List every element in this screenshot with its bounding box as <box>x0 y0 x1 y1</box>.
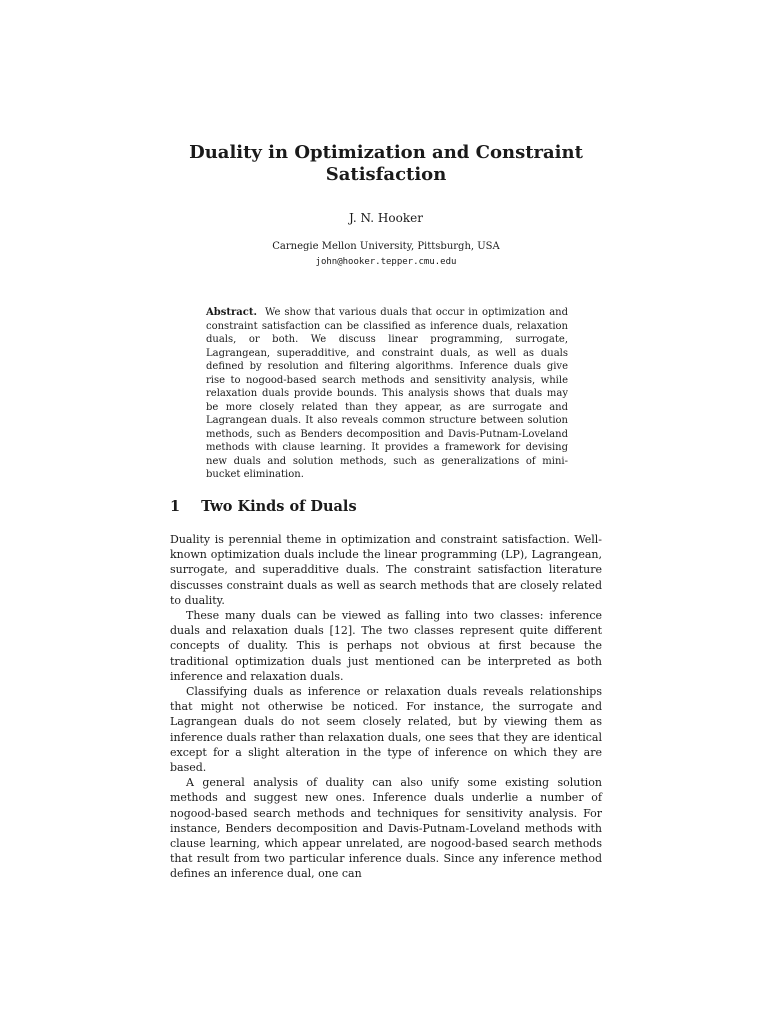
paragraph: Classifying duals as inference or relaxation duals reveals relationships that might not otherwise be noticed. For instance, the surrogate and Lagrangean duals do not seem closely related, but by viewing them as inference duals rather than relaxation duals, one sees that they are identical except for a slight alteration in the type of inference on which they are based. <box>170 685 602 775</box>
author-affiliation: Carnegie Mellon University, Pittsburgh, USA <box>272 241 500 252</box>
paragraph: Duality is perennial theme in optimization and constraint satisfaction. Well-known optimization duals include the linear programming (LP), Lagrangean, surrogate, and superadditive duals. The constraint satisfaction literature discusses constraint duals as well as search methods that are closely related to duality. <box>170 533 602 607</box>
section-title: Two Kinds of Duals <box>201 498 357 515</box>
paragraph: A general analysis of duality can also unify some existing solution methods and suggest new ones. Inference duals underlie a number of nogood-based search methods and techniques for sensitivity analysis. For instance, Benders decomposition and Davis-Putnam-Loveland methods with clause learning, which appear unrelated, are nogood-based search methods that result from two particular inference duals. Since any inference method defines an inference dual, one can <box>170 776 602 881</box>
abstract-text: We show that various duals that occur in optimization and constraint satisfaction can be classified as inference duals, relaxation duals, or both. We discuss linear programming, surrogate, Lagrangean, superadditive, and constraint duals, as well as duals defined by resolution and filtering algorithms. Inference duals give rise to nogood-based search methods and sensitivity analysis, while relaxation duals provide bounds. This analysis shows that duals may be more closely related than they appear, as are surrogate and Lagrangean duals. It also reveals common structure between solution methods, such as Benders decomposition and Davis-Putnam-Loveland methods with clause learning. It provides a framework for devising new duals and solution methods, such as generalizations of mini-bucket elimination. <box>206 307 569 480</box>
abstract <box>206 306 568 482</box>
section-number: 1 <box>170 498 181 515</box>
author-email: john@hooker.tepper.cmu.edu <box>315 257 457 267</box>
paper-title: Duality in Optimization and Constraint Satisfaction <box>189 142 583 185</box>
author-name: J. N. Hooker <box>349 211 423 225</box>
abstract-label: Abstract. <box>206 307 257 318</box>
section-heading <box>170 498 602 516</box>
paragraph: These many duals can be viewed as falling into two classes: inference duals and relaxation duals [12]. The two classes represent quite different concepts of duality. This is perhaps not obvious at first because the traditional optimization duals just mentioned can be interpreted as both inference and relaxation duals. <box>170 609 602 683</box>
body-text <box>170 532 602 882</box>
